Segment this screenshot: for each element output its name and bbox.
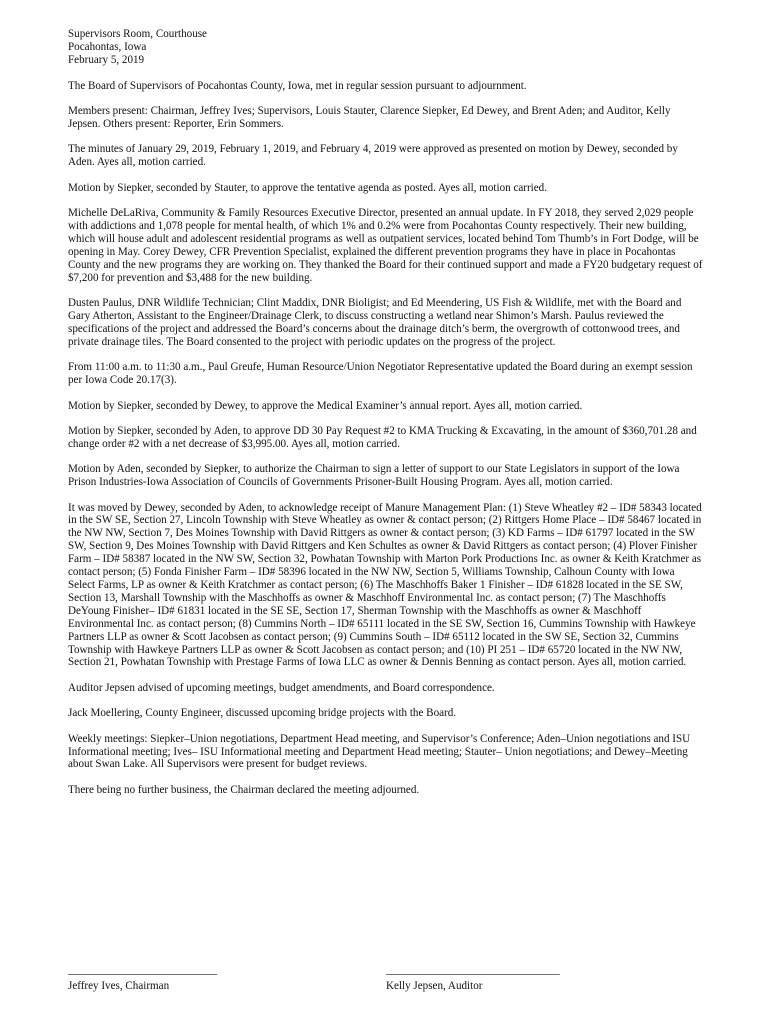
auditor-name: Kelly Jepsen, Auditor — [386, 980, 483, 992]
paragraph-exempt-session: From 11:00 a.m. to 11:30 a.m., Paul Greufe, Human Resource/Union Negotiator Representative updated the Board during an exempt session per Iowa Code 20.17(3). — [68, 361, 693, 387]
signature-line: ______________________________ — [68, 964, 217, 976]
signature-block — [68, 964, 704, 1004]
minutes-document — [68, 28, 704, 809]
paragraph-agenda-motion: Motion by Siepker, seconded by Stauter, to approve the tentative agenda as posted. Ayes all, motion carried. — [68, 181, 548, 194]
paragraph-letter-of-support: Motion by Aden, seconded by Siepker, to authorize the Chairman to sign a letter of support to our State Legislators in support of the Iowa Prison Industries-Iowa Association of Councils of Governments Prisoner-Built Housing Program. Ayes all, motion carried. — [68, 463, 680, 489]
paragraph-manure-plans: It was moved by Dewey, seconded by Aden, to acknowledge receipt of Manure Management Plan: (1) Steve Wheatley #2 – ID# 58343 located in the SW SE, Section 27, Lincoln Township with Steve Wheatley as owner & contact person; (2) Rittgers Home Place – ID# 58467 located in the NW NW, Section 7, Des Moines Township with David Rittgers as owner & contact person; (3) KD Farms – ID# 61797 located in the SW SW, Section 9, Des Moines Township with David Rittgers and Ken Schultes as owner & David Rittgers as contact person; (4) Plover Finisher Farm – ID# 58387 located in the NW SW, Section 32, Powhatan Township with Marton Pork Productions Inc. as owner & Keith Kratchmer as contact person; (5) Fonda Finisher Farm – ID# 58396 located in the NW NW, Section 5, Williams Township, Calhoun County with Iowa Select Farms, LP as owner & Keith Kratchmer as contact person; (6) The Maschhoffs Baker 1 Finisher – ID# 61828 located in the SE SW, Section 13, Marshall Township with the Maschhoffs as owner & Maschhoff Environmental Inc. as contact person; (7) The Maschhoffs DeYoung Finisher– ID# 61831 located in the SE SE, Section 17, Sherman Township with the Maschhoffs as owner & Maschhoff Environmental Inc. as contact person; (8) Cummins North – ID# 65111 located in the SE SW, Section 16, Cummins Township with Hawkeye Partners LLP as owner & Scott Jacobsen as contact person; (9) Cummins South – ID# 65112 located in the SW SE, Section 32, Cummins Township with Hawkeye Partners LLP as owner & Scott Jacobsen as contact person; and (10) PI 251 – ID# 65720 located in the NW NW, Section 21, Powhatan Township with Prestage Farms of Iowa LLC as owner & Dennis Benning as contact person. Ayes all, motion carried. — [68, 501, 702, 669]
paragraph-adjournment: There being no further business, the Chairman declared the meeting adjourned. — [68, 783, 420, 796]
paragraph-session: The Board of Supervisors of Pocahontas County, Iowa, met in regular session pursuant to adjournment. — [68, 79, 527, 92]
paragraph-medical-examiner: Motion by Siepker, seconded by Dewey, to approve the Medical Examiner’s annual report. Ayes all, motion carried. — [68, 399, 583, 412]
meeting-city: Pocahontas, Iowa — [68, 40, 147, 53]
signature-line: ___________________________________ — [386, 964, 560, 976]
chairman-signature — [68, 964, 216, 993]
paragraph-auditor-advised: Auditor Jepsen advised of upcoming meetings, budget amendments, and Board correspondence. — [68, 681, 495, 694]
paragraph-weekly-meetings: Weekly meetings: Siepker–Union negotiations, Department Head meeting, and Supervisor’s Conference; Aden–Union negotiations and ISU Informational meeting; Ives– ISU Informational meeting and Department Head meeting; Stauter– Union negotiations; and Dewey–Meeting about Swan Lake. All Supervisors were present for budget reviews. — [68, 732, 691, 771]
chairman-name: Jeffrey Ives, Chairman — [68, 980, 170, 992]
paragraph-county-engineer: Jack Moellering, County Engineer, discussed upcoming bridge projects with the Board. — [68, 707, 457, 720]
paragraph-minutes-approval: The minutes of January 29, 2019, February 1, 2019, and February 4, 2019 were approved as presented on motion by Dewey, seconded by Aden. Ayes all, motion carried. — [68, 143, 678, 169]
meeting-header — [68, 28, 704, 67]
meeting-location: Supervisors Room, Courthouse — [68, 28, 207, 40]
paragraph-pay-request: Motion by Siepker, seconded by Aden, to approve DD 30 Pay Request #2 to KMA Trucking & Excavating, in the amount of $360,701.28 and change order #2 with a net decrease of $3,995.00. Ayes all, motion carried. — [68, 424, 697, 450]
paragraph-members-present: Members present: Chairman, Jeffrey Ives; Supervisors, Louis Stauter, Clarence Siepker, Ed Dewey, and Brent Aden; and Auditor, Kelly Jepsen. Others present: Reporter, Erin Sommers. — [68, 105, 671, 131]
auditor-signature — [386, 964, 559, 993]
meeting-date: February 5, 2019 — [68, 53, 145, 66]
paragraph-cfr-update: Michelle DeLaRiva, Community & Family Resources Executive Director, presented an annual update. In FY 2018, they served 2,029 people with addictions and 1,078 people for mental health, of which 1% and 0.2% were from Pocahontas County respectively. Their new building, which will house adult and adolescent residential programs as well as outpatient services, located behind Tom Thumb’s in Fort Dodge, will be opening in May. Corey Dewey, CFR Prevention Specialist, explained the different prevention programs they have in place in Pocahontas County and the new programs they are working on. They thanked the Board for their continued support and made a FY20 budgetary request of $7,200 for prevention and $3,488 for the new building. — [68, 207, 703, 284]
paragraph-wetland-project: Dusten Paulus, DNR Wildlife Technician; Clint Maddix, DNR Bioligist; and Ed Meendering, US Fish & Wildlife, met with the Board and Gary Atherton, Assistant to the Engineer/Drainage Clerk, to discuss constructing a wetland near Shimon’s Marsh. Paulus reviewed the specifications of the project and addressed the Board’s concerns about the drainage ditch’s berm, the overgrowth of cottonwood trees, and private drainage tiles. The Board consented to the project with periodic updates on the progress of the project. — [68, 297, 682, 348]
